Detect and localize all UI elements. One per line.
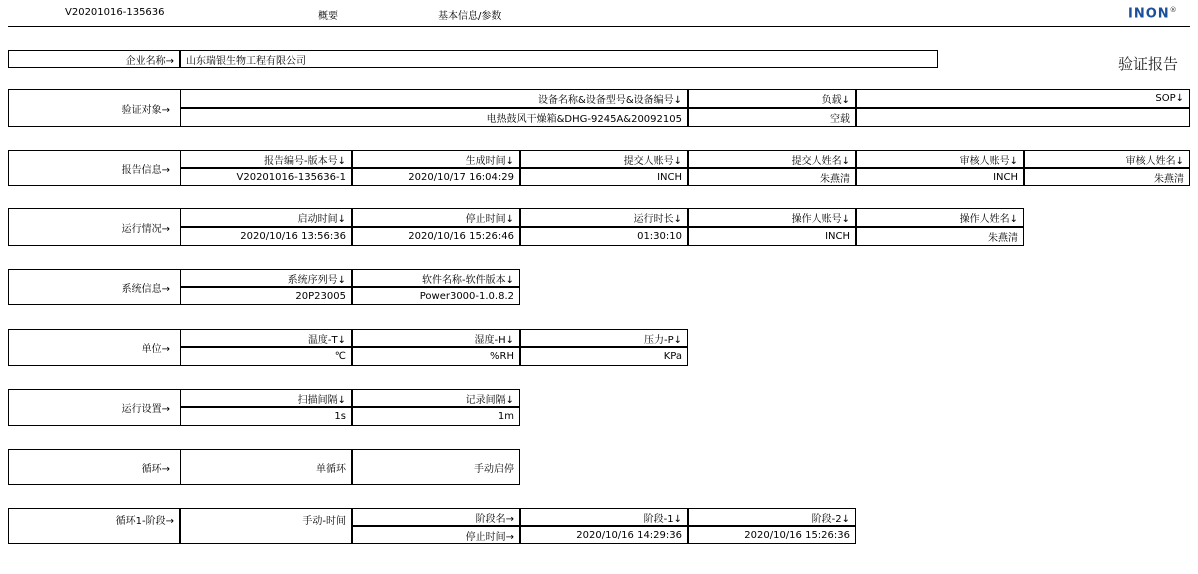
stage-name: 阶段-2↓ xyxy=(688,508,856,526)
target-header-device: 设备名称&设备型号&设备编号↓ xyxy=(180,89,688,108)
report-info-header: 审核人姓名↓ xyxy=(1024,150,1190,168)
report-info-header: 生成时间↓ xyxy=(352,150,520,168)
report-info-header: 报告编号-版本号↓ xyxy=(180,150,352,168)
target-sop xyxy=(856,108,1190,127)
system-info-header: 系统序列号↓ xyxy=(180,269,352,287)
submitter-account: INCH xyxy=(520,168,688,186)
run-settings-header: 记录间隔↓ xyxy=(352,389,520,407)
generated-time: 2020/10/17 16:04:29 xyxy=(352,168,520,186)
cycle-stage-label: 循环1-阶段→ xyxy=(8,508,180,544)
report-info-label: 报告信息→ xyxy=(121,164,170,176)
unit-pressure: KPa xyxy=(520,347,688,366)
tab-basic-info[interactable]: 基本信息/参数 xyxy=(438,11,502,22)
cycle-label: 循环→ xyxy=(141,463,170,475)
run-settings-header: 扫描间隔↓ xyxy=(180,389,352,407)
stop-time-label: 停止时间→ xyxy=(352,526,520,544)
report-code: V20201016-135636 xyxy=(65,7,165,18)
target-load: 空载 xyxy=(688,108,856,127)
run-settings-label: 运行设置→ xyxy=(121,404,170,415)
target-header-sop: SOP↓ xyxy=(856,89,1190,108)
operator-account: INCH xyxy=(688,227,856,246)
submitter-name: 朱燕清 xyxy=(688,168,856,186)
units-label: 单位→ xyxy=(141,344,170,355)
system-serial: 20P23005 xyxy=(180,287,352,305)
report-info-header: 审核人账号↓ xyxy=(856,150,1024,168)
unit-temperature: ℃ xyxy=(180,347,352,366)
cycle-control: 手动启停 xyxy=(352,449,520,485)
target-header-load: 负载↓ xyxy=(688,89,856,108)
report-number: V20201016-135636-1 xyxy=(180,168,352,186)
reviewer-account: INCH xyxy=(856,168,1024,186)
unit-humidity: %RH xyxy=(352,347,520,366)
stage-name-label: 阶段名→ xyxy=(352,508,520,526)
stop-time: 2020/10/16 15:26:46 xyxy=(352,227,520,246)
units-header: 湿度-H↓ xyxy=(352,329,520,347)
run-duration: 01:30:10 xyxy=(520,227,688,246)
report-info-header: 提交人账号↓ xyxy=(520,150,688,168)
inon-logo: INON® xyxy=(1128,6,1177,22)
stage-name: 阶段-1↓ xyxy=(520,508,688,526)
run-status-header: 操作人姓名↓ xyxy=(856,208,1024,227)
operator-name: 朱燕清 xyxy=(856,227,1024,246)
header-divider xyxy=(8,26,1190,27)
scan-interval: 1s xyxy=(180,407,352,426)
tab-overview[interactable]: 概要 xyxy=(318,11,338,22)
run-status-header: 启动时间↓ xyxy=(180,208,352,227)
run-status-label: 运行情况→ xyxy=(121,223,170,235)
software-version: Power3000-1.0.8.2 xyxy=(352,287,520,305)
target-device: 电热鼓风干燥箱&DHG-9245A&20092105 xyxy=(180,108,688,127)
record-interval: 1m xyxy=(352,407,520,426)
cycle-mode: 单循环 xyxy=(180,449,352,485)
start-time: 2020/10/16 13:56:36 xyxy=(180,227,352,246)
system-info-header: 软件名称-软件版本↓ xyxy=(352,269,520,287)
stage-stop-time: 2020/10/16 15:26:36 xyxy=(688,526,856,544)
units-header: 温度-T↓ xyxy=(180,329,352,347)
cycle-stage-mode: 手动-时间 xyxy=(180,508,352,544)
report-info-header: 提交人姓名↓ xyxy=(688,150,856,168)
stage-stop-time: 2020/10/16 14:29:36 xyxy=(520,526,688,544)
system-info-label: 系统信息→ xyxy=(121,283,170,295)
reviewer-name: 朱燕清 xyxy=(1024,168,1190,186)
run-status-header: 运行时长↓ xyxy=(520,208,688,227)
company-name: 山东瑞银生物工程有限公司 xyxy=(180,50,938,68)
run-status-header: 操作人账号↓ xyxy=(688,208,856,227)
run-status-header: 停止时间↓ xyxy=(352,208,520,227)
target-label: 验证对象→ xyxy=(121,104,170,116)
page-title: 验证报告 xyxy=(1118,55,1179,73)
units-header: 压力-P↓ xyxy=(520,329,688,347)
company-label: 企业名称→ xyxy=(8,50,180,68)
